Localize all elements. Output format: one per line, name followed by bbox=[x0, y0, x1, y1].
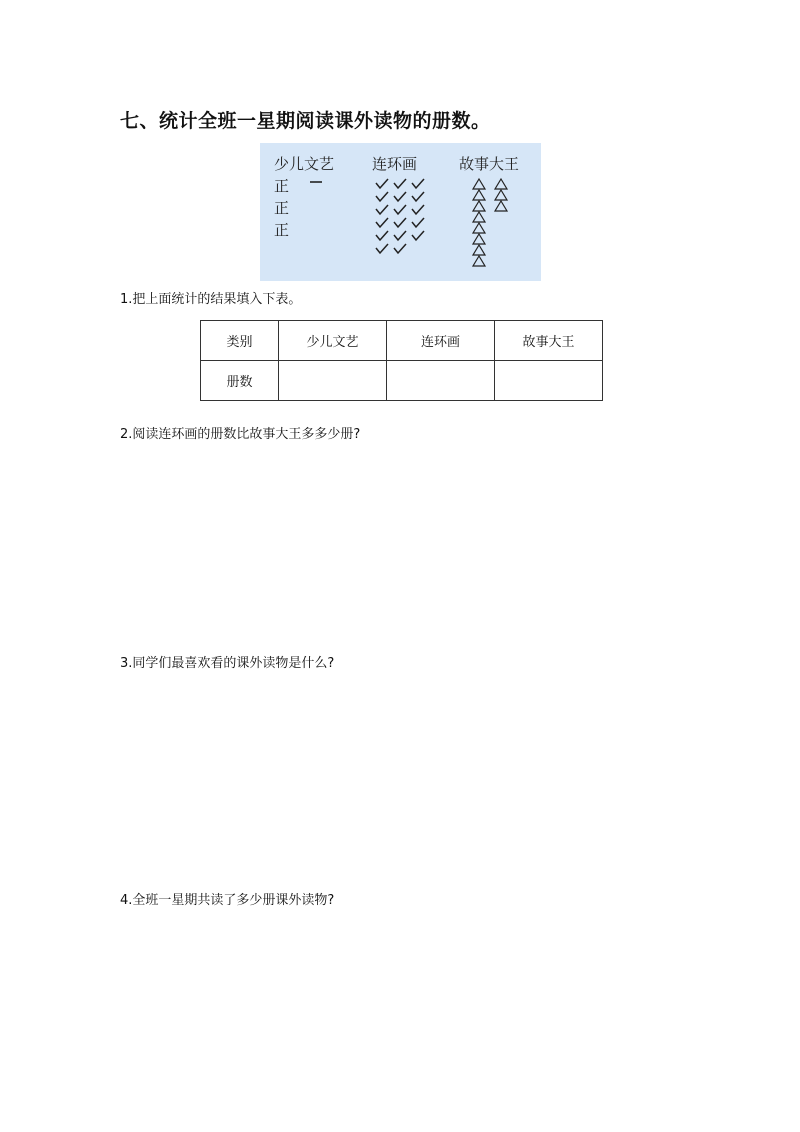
triangle-mark bbox=[495, 190, 507, 200]
check-mark bbox=[376, 244, 388, 253]
tally-header-gushi: 故事大王 bbox=[459, 155, 520, 173]
check-mark bbox=[376, 231, 388, 240]
check-mark bbox=[394, 192, 406, 201]
check-mark bbox=[412, 218, 424, 227]
triangle-mark bbox=[473, 234, 485, 244]
answer-cell-gushi[interactable] bbox=[495, 361, 603, 401]
tally-header-shaoer: 少儿文艺 bbox=[274, 155, 335, 173]
answer-cell-shaoer[interactable] bbox=[279, 361, 387, 401]
check-mark bbox=[412, 179, 424, 188]
table-header-cell: 少儿文艺 bbox=[279, 321, 387, 361]
tally-mark-zheng: 正 bbox=[274, 177, 290, 195]
check-mark bbox=[394, 231, 406, 240]
check-mark bbox=[376, 218, 388, 227]
table-row bbox=[201, 321, 603, 361]
question-1: 1.把上面统计的结果填入下表。 bbox=[120, 292, 302, 307]
triangle-mark bbox=[495, 201, 507, 211]
tally-chart-box bbox=[260, 143, 541, 281]
tally-header-lianhuan: 连环画 bbox=[372, 155, 418, 173]
tally-checks bbox=[376, 179, 424, 253]
result-table bbox=[200, 320, 603, 401]
tally-chart bbox=[260, 143, 541, 281]
triangle-mark bbox=[473, 223, 485, 233]
check-mark bbox=[412, 231, 424, 240]
question-4: 4.全班一星期共读了多少册课外读物? bbox=[120, 893, 335, 908]
table-row-label: 册数 bbox=[201, 361, 279, 401]
triangle-mark bbox=[473, 179, 485, 189]
triangle-mark bbox=[473, 245, 485, 255]
triangle-mark bbox=[473, 190, 485, 200]
triangle-mark bbox=[473, 201, 485, 211]
tally-mark-zheng: 正 bbox=[274, 221, 290, 239]
tally-triangles bbox=[473, 179, 507, 266]
triangle-mark bbox=[473, 256, 485, 266]
table-header-cell: 故事大王 bbox=[495, 321, 603, 361]
check-mark bbox=[376, 205, 388, 214]
table-header-cell: 类别 bbox=[201, 321, 279, 361]
check-mark bbox=[394, 244, 406, 253]
triangle-mark bbox=[495, 179, 507, 189]
question-2: 2.阅读连环画的册数比故事大王多多少册? bbox=[120, 427, 361, 442]
table-row bbox=[201, 361, 603, 401]
check-mark bbox=[412, 192, 424, 201]
section-title: 七、统计全班一星期阅读课外读物的册数。 bbox=[120, 110, 491, 132]
table-header-cell: 连环画 bbox=[387, 321, 495, 361]
check-mark bbox=[412, 205, 424, 214]
check-mark bbox=[376, 192, 388, 201]
check-mark bbox=[394, 205, 406, 214]
check-mark bbox=[376, 179, 388, 188]
check-mark bbox=[394, 218, 406, 227]
tally-mark-zheng: 正 bbox=[274, 199, 290, 217]
triangle-mark bbox=[473, 212, 485, 222]
question-3: 3.同学们最喜欢看的课外读物是什么? bbox=[120, 656, 335, 671]
check-mark bbox=[394, 179, 406, 188]
answer-cell-lianhuan[interactable] bbox=[387, 361, 495, 401]
